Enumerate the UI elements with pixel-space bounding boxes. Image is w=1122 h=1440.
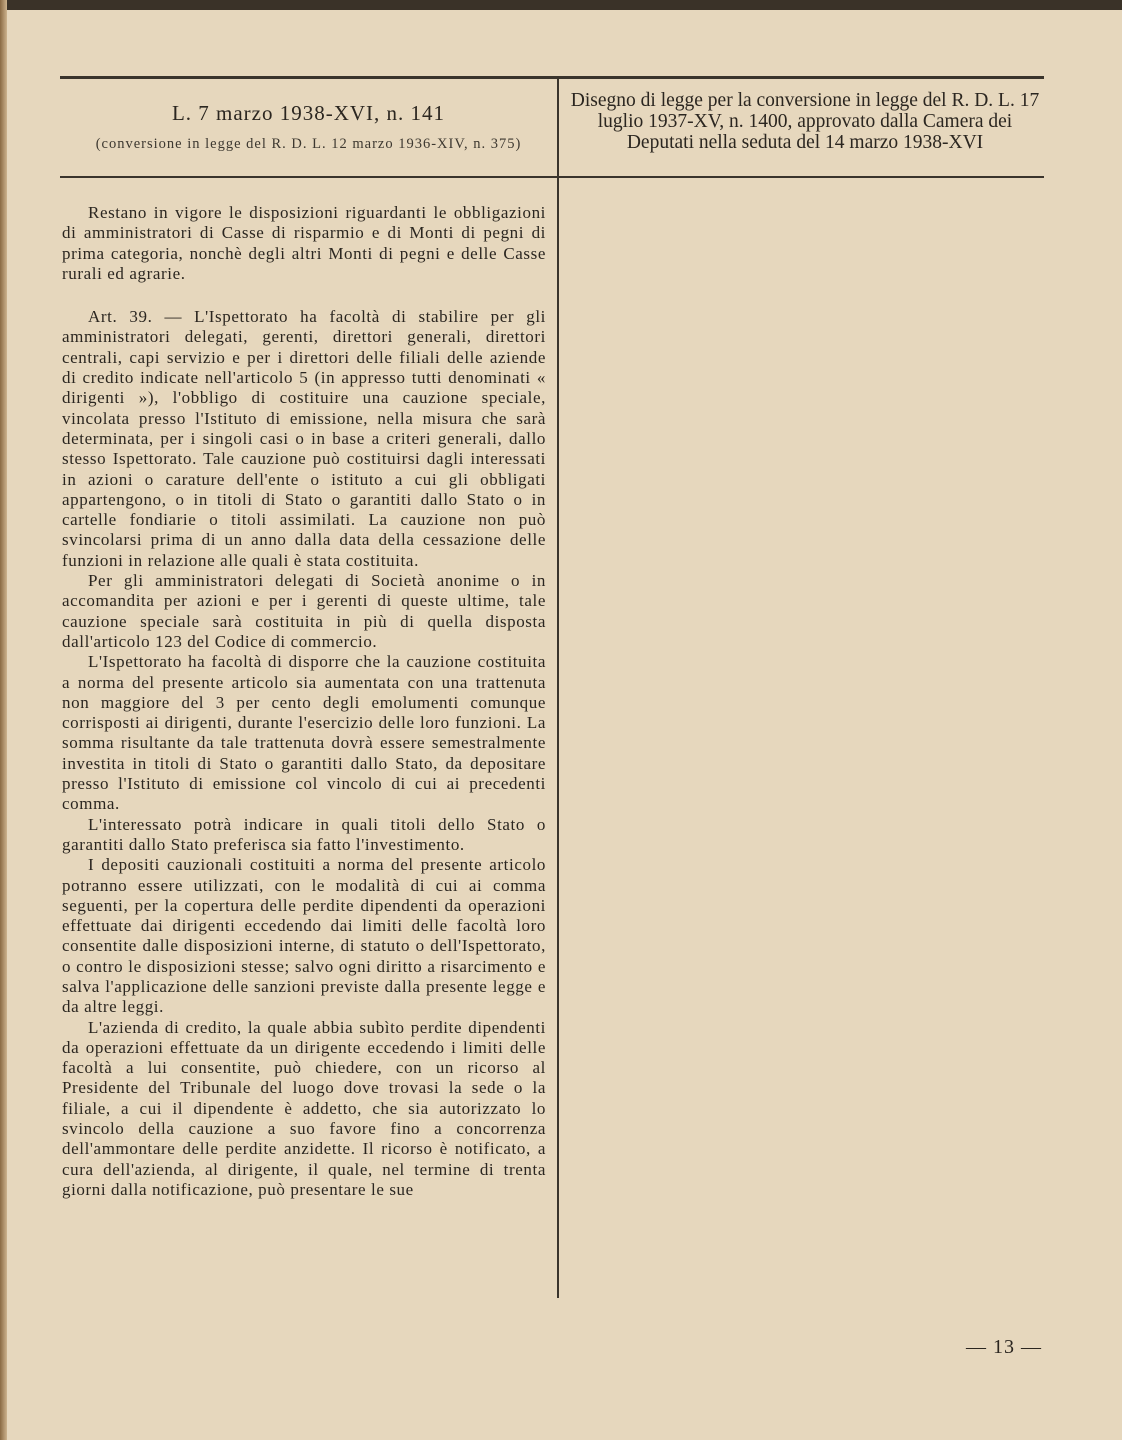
page-top-edge [0, 0, 1122, 10]
law-title: L. 7 marzo 1938-XVI, n. 141 [171, 101, 446, 125]
paragraph: Per gli amministratori delegati di Società anonime o in accomandita per azioni e per i gerenti di queste ultime, tale cauzione speciale sarà costituita in più di quella disposta dall'articolo 123 del Codice di commercio. [62, 571, 546, 651]
left-column-header [60, 100, 557, 153]
page-binding-edge [0, 0, 7, 1440]
paragraph: L'interessato potrà indicare in quali titoli dello Stato o garantiti dallo Stato preferisca sia fatto l'investimento. [62, 814, 546, 854]
left-column-body [62, 203, 546, 1200]
header-column-divider [557, 79, 559, 176]
header-top-rule [60, 76, 1044, 79]
paragraph: L'Ispettorato ha facoltà di disporre che la cauzione costituita a norma del presente articolo sia aumentata con una trattenuta non maggiore del 3 per cento degli emolumenti comunque corrisposti ai dirigenti, durante l'esercizio delle loro funzioni. La somma risultante da tale trattenuta dovrà essere semestralmente investita in titoli di Stato o garantiti dallo Stato, da depositare presso l'Istituto di emissione col vincolo di cui ai precedenti comma. [62, 652, 546, 814]
law-subtitle: (conversione in legge del R. D. L. 12 marzo 1936-XIV, n. 375) [95, 136, 522, 152]
body-column-divider [557, 178, 559, 1298]
article-39-paragraph: Art. 39. — L'Ispettorato ha facoltà di stabilire per gli amministratori delegati, gerenti, direttori generali, direttori centrali, capi servizio e per i direttori delle filiali delle aziende di credito indicate nell'articolo 5 (in appresso tutti denominati « dirigenti »), l'obbligo di costituire una cauzione speciale, vincolata presso l'Istituto di emissione, nella misura che sarà determinata, per i singoli casi o in base a criteri generali, dallo stesso Ispettorato. Tale cauzione può costituirsi dagli interessati in azioni o carature dell'ente o istituto a cui gli obbligati appartengono, o in titoli di Stato o garantiti dallo Stato o in cartelle fondiarie o titoli assimilati. La cauzione non può svincolarsi prima di un anno dalla data della cessazione delle funzioni in relazione alle quali è stata costituita. [62, 307, 546, 570]
paragraph: Restano in vigore le disposizioni riguardanti le obbligazioni di amministratori di Casse di risparmio e di Monti di pegni di prima categoria, nonchè degli altri Monti di pegni e delle Casse rurali ed agrarie. [62, 203, 546, 283]
paragraph: I depositi cauzionali costituiti a norma del presente articolo potranno essere utilizzati, con le modalità di cui ai comma seguenti, per la copertura delle perdite dipendenti da operazioni effettuate dai dirigenti eccedendo dai limiti delle facoltà loro consentite dalle disposizioni interne, di statuto o dell'Ispettorato, o contro le disposizioni stesse; salvo ogni diritto a risarcimento e salva l'applicazione delle sanzioni previste dalla presente legge e da altre leggi. [62, 855, 546, 1017]
page-number: — 13 — [966, 1336, 1042, 1358]
paragraph: L'azienda di credito, la quale abbia subìto perdite dipendenti da operazioni effettuate da un dirigente eccedendo i limiti delle facoltà a lui consentite, può chiedere, con un ricorso al Presidente del Tribunale del luogo dove trovasi la sede o la filiale, a cui il dipendente è addetto, che sia autorizzato lo svincolo della cauzione a suo favore fino a concorrenza dell'ammontare delle perdite anzidette. Il ricorso è notificato, a cura dell'azienda, al dirigente, il quale, nel termine di trenta giorni dalla notificazione, può presentare le sue [62, 1017, 546, 1199]
right-column-header: Disegno di legge per la conversione in legge del R. D. L. 17 luglio 1937-XV, n. 1400, approvato dalla Camera dei Deputati nella seduta del 14 marzo 1938-XVI [570, 90, 1040, 153]
header-bottom-rule [60, 176, 1044, 178]
